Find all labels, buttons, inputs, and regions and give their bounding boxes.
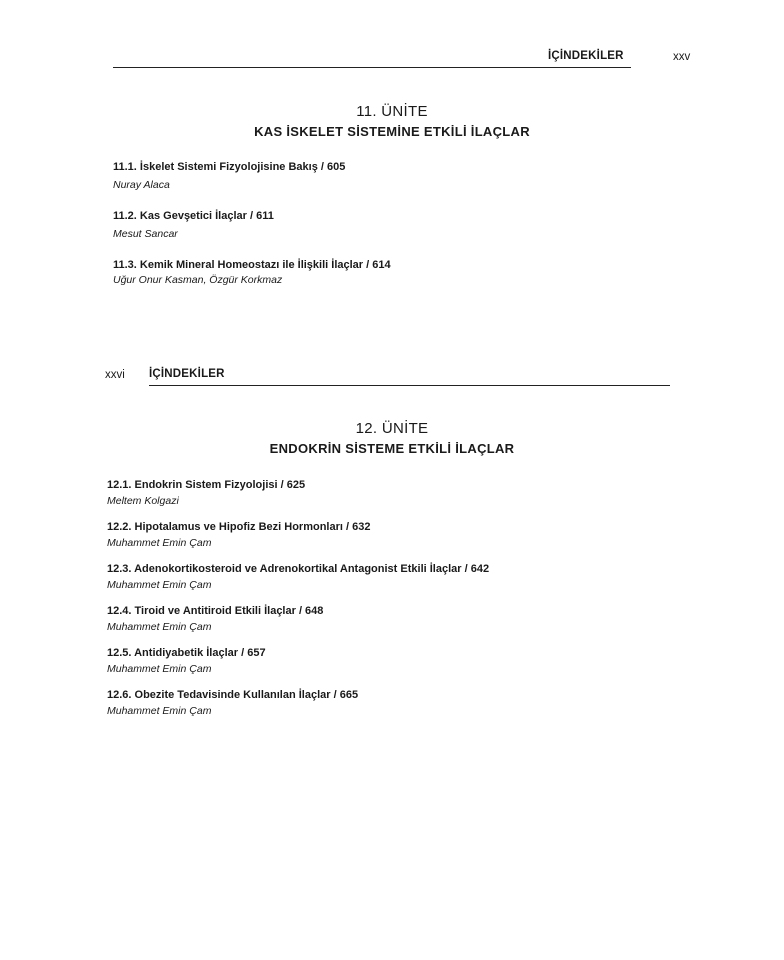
toc-entry [107,562,489,592]
toc-entry-title[interactable]: 12.1. Endokrin Sistem Fizyolojisi / 625 [107,479,306,491]
toc-entry-title[interactable]: 12.2. Hipotalamus ve Hipofiz Bezi Hormonları / 632 [107,521,371,533]
running-header-title: İÇİNDEKİLER [149,368,225,380]
toc-entry-list [107,478,489,718]
page-number: xxvi [105,369,125,381]
toc-entry [107,646,489,676]
toc-entry-author: Muhammet Emin Çam [107,579,212,591]
toc-entry-list [113,160,391,287]
toc-entry-author: Muhammet Emin Çam [107,663,212,675]
unit-title: ENDOKRİN SİSTEME ETKİLİ İLAÇLAR [269,441,515,456]
toc-entry [113,209,391,241]
toc-entry-title[interactable]: 11.3. Kemik Mineral Homeostazı ile İlişkili İlaçlar / 614 [113,259,391,271]
toc-page-xxv [0,0,784,360]
unit-number: 12. ÜNİTE [355,420,429,437]
toc-entry [113,160,391,192]
unit-heading [0,103,784,141]
toc-entry-author: Meltem Kolgazi [107,495,179,507]
unit-heading [0,420,784,458]
toc-entry-author: Mesut Sancar [113,228,178,240]
toc-entry-author: Uğur Onur Kasman, Özgür Korkmaz [113,274,283,286]
toc-entry-title[interactable]: 12.4. Tiroid ve Antitiroid Etkili İlaçlar / 648 [107,605,324,617]
header-rule [113,67,631,68]
unit-number: 11. ÜNİTE [356,103,428,120]
toc-entry [107,478,489,508]
toc-entry-author: Muhammet Emin Çam [107,621,212,633]
header-rule [149,385,670,386]
running-header-title: İÇİNDEKİLER [548,50,624,62]
page-number: xxv [673,51,691,63]
toc-page-xxvi [0,360,784,960]
toc-entry [107,688,489,718]
toc-entry-title[interactable]: 11.2. Kas Gevşetici İlaçlar / 611 [113,210,274,222]
toc-entry-title[interactable]: 12.3. Adenokortikosteroid ve Adrenokortikal Antagonist Etkili İlaçlar / 642 [107,563,490,575]
toc-entry-author: Muhammet Emin Çam [107,705,212,717]
toc-entry-title[interactable]: 11.1. İskelet Sistemi Fizyolojisine Bakış / 605 [113,161,346,173]
toc-entry-author: Muhammet Emin Çam [107,537,212,549]
toc-entry-author: Nuray Alaca [113,179,170,191]
toc-entry-title[interactable]: 12.5. Antidiyabetik İlaçlar / 657 [107,647,266,659]
unit-title: KAS İSKELET SİSTEMİNE ETKİLİ İLAÇLAR [254,124,530,139]
toc-entry-title[interactable]: 12.6. Obezite Tedavisinde Kullanılan İlaçlar / 665 [107,689,359,701]
toc-entry [107,604,489,634]
toc-entry [113,258,391,287]
toc-entry [107,520,489,550]
